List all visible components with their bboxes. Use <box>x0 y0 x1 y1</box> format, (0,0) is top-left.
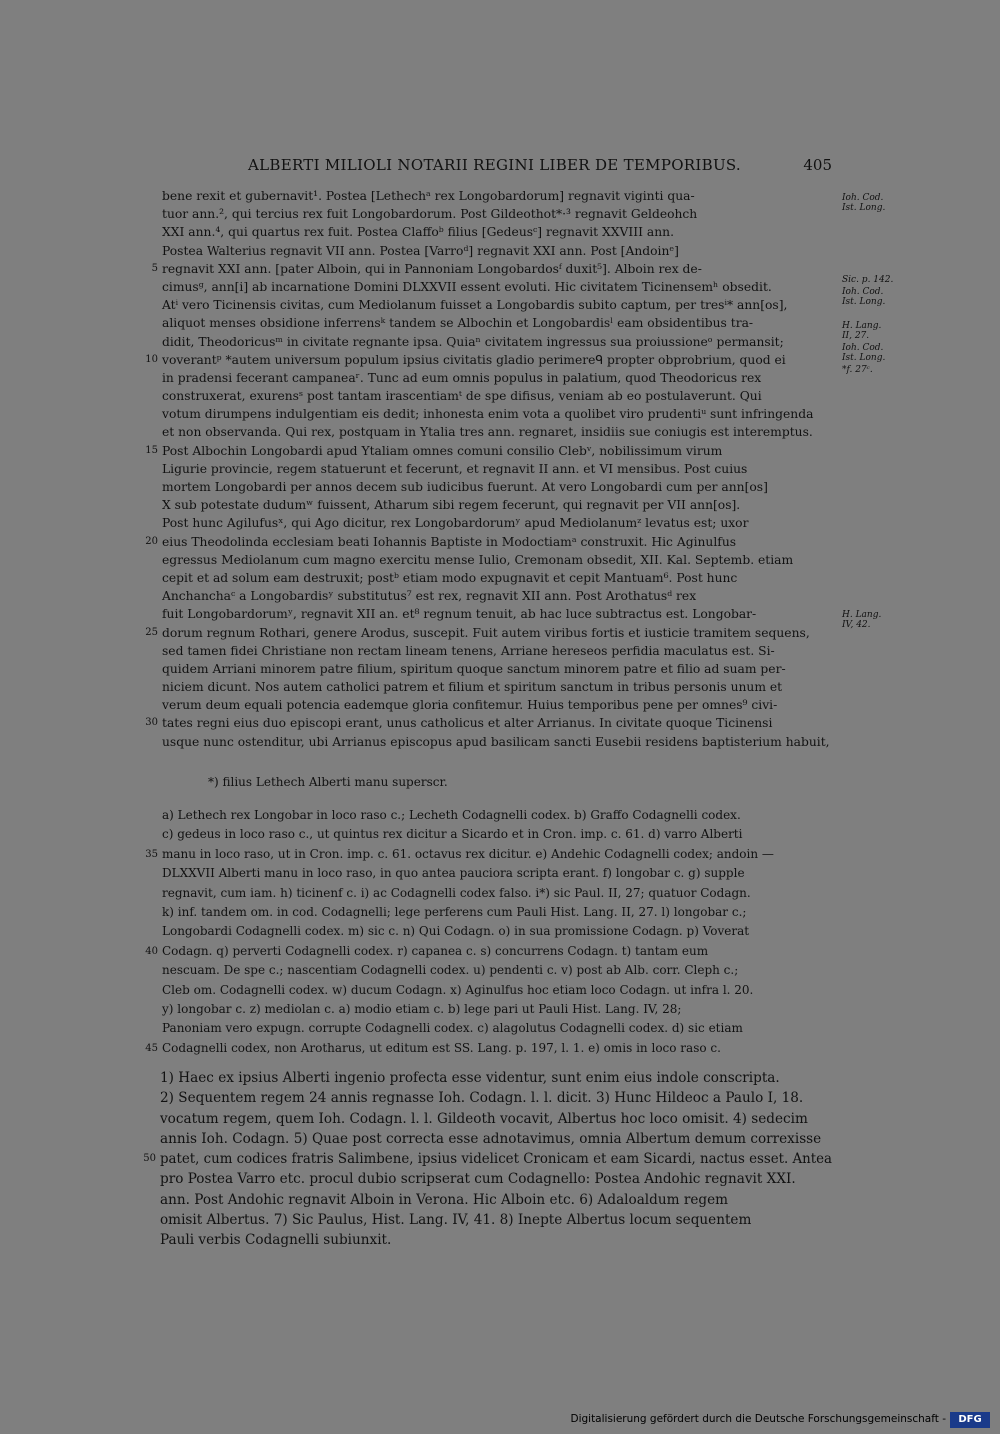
critical-apparatus <box>145 806 832 1058</box>
page-number: 405 <box>803 156 832 174</box>
line-number: 50 <box>143 1153 156 1165</box>
line-text: manu in loco raso, ut in Cron. imp. c. 61. octavus rex dicitur. e) Andehic Codagnelli codex; andoin — <box>162 846 774 861</box>
line-number: 25 <box>145 626 158 638</box>
text-line <box>162 369 832 387</box>
line-text: eius Theodolinda ecclesiam beati Iohannis Baptiste in Modoctiamᵃ construxit. Hic Aginulfus <box>162 534 737 549</box>
note-line <box>160 1109 832 1129</box>
margin-note: H. Lang. II, 27. <box>842 321 882 341</box>
line-text: aliquot menses obsidione inferrensᵏ tandem se Albochin et Longobardisˡ eam obsidentibus tra- <box>162 316 754 331</box>
apparatus-line <box>162 1019 832 1038</box>
apparatus-line <box>162 806 832 825</box>
page-header <box>160 156 832 178</box>
note-line <box>160 1088 832 1108</box>
line-text: regnavit, cum iam. h) ticinenf c. i) ac Codagnelli codex falso. i*) sic Paul. II, 27; quatuor Codagn. <box>162 885 751 900</box>
note-line <box>160 1190 832 1210</box>
line-text: cepit et ad solum eam destruxit; postᵇ etiam modo expugnavit et cepit Mantuam⁶. Post hunc <box>162 570 738 585</box>
apparatus-line <box>162 961 832 980</box>
text-line <box>162 296 832 314</box>
margin-note: Sic. p. 142. <box>842 275 894 285</box>
text-line <box>162 423 832 441</box>
text-line <box>162 551 832 569</box>
margin-note: Ioh. Cod. Ist. Long. <box>842 287 886 307</box>
line-text: Cleb om. Codagnelli codex. w) ducum Codagn. x) Aginulfus hoc etiam loco Codagn. ut infra l. 20. <box>162 982 754 997</box>
line-text: y) longobar c. z) mediolan c. a) modio etiam c. b) lege pari ut Pauli Hist. Lang. IV, 28; <box>162 1001 682 1016</box>
text-line <box>162 569 832 587</box>
line-text: 2) Sequentem regem 24 annis regnasse Ioh. Codagn. l. l. dicit. 3) Hunc Hildeoc a Paulo I, 18. <box>160 1090 804 1107</box>
text-line <box>162 696 832 714</box>
line-text: Post Albochin Longobardi apud Ytaliam omnes comuni consilio Clebᵛ, nobilissimum virum <box>162 443 723 458</box>
line-text: bene rexit et gubernavit¹. Postea [Lethechᵃ rex Longobardorum] regnavit viginti qua- <box>162 189 695 203</box>
line-text: Postea Walterius regnavit VII ann. Postea [Varroᵈ] regnavit XXI ann. Post [Andoinᵉ] <box>162 243 679 258</box>
line-text: verum deum equali potencia eademque gloria confitemur. Huius temporibus pene per omnes⁹ civi- <box>162 698 778 713</box>
line-text: dorum regnum Rothari, genere Arodus, suscepit. Fuit autem viribus fortis et iusticie tramitem sequens, <box>162 625 810 640</box>
line-text: mortem Longobardi per annos decem sub iudicibus fuerunt. At vero Longobardi cum per ann[os] <box>162 480 768 494</box>
text-line <box>162 733 832 751</box>
line-text: Longobardi Codagnelli codex. m) sic c. n) Qui Codagn. o) in sua promissione Codagn. p) Voverat <box>162 924 750 939</box>
text-line <box>162 314 832 332</box>
line-text: usque nunc ostenditur, ubi Arrianus episcopus apud basilicam sancti Eusebii residens baptisterium habuit, <box>162 734 830 749</box>
apparatus-line <box>162 1000 832 1019</box>
line-number: 35 <box>145 848 158 860</box>
line-text: et non observanda. Qui rex, postquam in Ytalia tres ann. regnaret, insidiis sue coniugis est interemptus. <box>162 425 813 440</box>
margin-note: Ioh. Cod. Ist. Long. <box>842 193 886 213</box>
line-text: XXI ann.⁴, qui quartus rex fuit. Postea Claffoᵇ filius [Gedeusᶜ] regnavit XXVIII ann. <box>162 225 674 240</box>
line-text: pro Postea Varro etc. procul dubio scripserat cum Codagnello: Postea Andohic regnavit XXI. <box>160 1171 796 1188</box>
line-text: fuit Longobardorumʸ, regnavit XII an. et⁸ regnum tenuit, ab hac luce subtractus est. Longobar- <box>162 607 757 622</box>
line-text: Pauli verbis Codagnelli subiunxit. <box>160 1232 392 1249</box>
line-number: 30 <box>145 717 158 729</box>
text-line <box>145 351 832 369</box>
apparatus-line <box>162 825 832 844</box>
line-text: k) inf. tandem om. in cod. Codagnelli; lege perferens cum Pauli Hist. Lang. II, 27. l) longobar c.; <box>162 904 747 919</box>
text-line <box>145 533 832 551</box>
line-text: nescuam. De spe c.; nascentiam Codagnelli codex. u) pendenti c. v) post ab Alb. corr. Cleph c.; <box>162 963 739 978</box>
text-line <box>162 660 832 678</box>
text-line <box>162 587 832 605</box>
note-line <box>160 1068 832 1088</box>
dfg-logo: DFG <box>950 1412 990 1428</box>
line-text: 1) Haec ex ipsius Alberti ingenio profecta esse videntur, sunt enim eius indole conscripta. <box>160 1070 780 1086</box>
running-head: ALBERTI MILIOLI NOTARII REGINI LIBER DE TEMPORIBUS. <box>248 156 741 174</box>
footnotes <box>143 1068 832 1251</box>
margin-note: *f. 27ᶜ. <box>842 365 873 375</box>
text-line <box>162 496 832 514</box>
line-text: patet, cum codices fratris Salimbene, ipsius videlicet Cronicam et eam Sicardi, nactus esset. Antea <box>160 1151 832 1168</box>
text-line <box>162 514 832 532</box>
apparatus-line <box>145 845 832 864</box>
note-line <box>160 1230 832 1250</box>
text-line <box>162 478 832 496</box>
line-text: DLXXVII Alberti manu in loco raso, in quo antea pauciora scripta erant. f) longobar c. g) supple <box>162 866 745 881</box>
footer <box>570 1412 992 1430</box>
line-text: votum dirumpens indulgentiam eis dedit; inhonesta enim vota a quolibet viro prudentiᵘ sunt infringenda <box>162 407 814 422</box>
text-line <box>162 387 832 405</box>
line-number: 40 <box>145 945 158 957</box>
line-text: sed tamen fidei Christiane non rectam lineam tenens, Arriane hereseos perfidia maculatus est. Si- <box>162 643 775 658</box>
margin-note: H. Lang. IV, 42. <box>842 610 882 630</box>
line-text: niciem dicunt. Nos autem catholici patrem et filium et spiritum sanctum in tribus personis unum et <box>162 680 783 695</box>
line-text: Panoniam vero expugn. corrupte Codagnelli codex. c) alagolutus Codagnelli codex. d) sic etiam <box>162 1021 743 1036</box>
apparatus-line <box>162 903 832 922</box>
line-text: quidem Arriani minorem patre filium, spiritum quoque sanctum minorem patre et filio ad suam per- <box>162 661 786 676</box>
apparatus-line <box>162 922 832 941</box>
margin-note: Ioh. Cod. Ist. Long. <box>842 343 886 363</box>
note-line <box>143 1149 832 1169</box>
text-line <box>162 678 832 696</box>
note-line <box>160 1169 832 1189</box>
line-text: tuor ann.², qui tercius rex fuit Longobardorum. Post Gildeothot*·³ regnavit Geldeohch <box>162 207 698 222</box>
footer-credit: Digitalisierung gefördert durch die Deutsche Forschungsgemeinschaft - <box>570 1413 946 1425</box>
line-text: Atⁱ vero Ticinensis civitas, cum Mediolanum fuisset a Longobardis subito captum, per tresⁱ* ann[os], <box>162 298 788 313</box>
line-text: egressus Mediolanum cum magno exercitu mense Iulio, Cremonam obsedit, XII. Kal. Septemb. etiam <box>162 552 794 567</box>
line-text: in pradensi fecerant campaneaʳ. Tunc ad eum omnis populus in palatium, quod Theodoricus rex <box>162 370 762 385</box>
line-text: regnavit XXI ann. [pater Alboin, qui in Pannoniam Longobardosᶠ duxit⁵]. Alboin rex de- <box>162 261 702 276</box>
line-text: Codagn. q) perverti Codagnelli codex. r) capanea c. s) concurrens Codagn. t) tantam eum <box>162 943 709 958</box>
text-line <box>151 260 832 278</box>
line-text: c) gedeus in loco raso c., ut quintus rex dicitur a Sicardo et in Cron. imp. c. 61. d) varro Alberti <box>162 827 743 842</box>
apparatus-line <box>162 884 832 903</box>
text-line <box>162 460 832 478</box>
text-line <box>162 333 832 351</box>
line-text: cimusᵍ, ann[i] ab incarnatione Domini DLXXVII essent evoluti. Hic civitatem Ticinensemʰ obsedit. <box>162 279 772 294</box>
text-line <box>162 405 832 423</box>
text-line <box>145 714 832 732</box>
text-line <box>145 624 832 642</box>
text-line <box>162 242 832 260</box>
apparatus-line <box>145 942 832 961</box>
line-text: construxerat, exurensˢ post tantam irascentiamᵗ de spe difisus, veniam ab eo postulaverunt. Qui <box>162 389 762 404</box>
text-line <box>162 187 832 205</box>
apparatus-line <box>145 1039 832 1058</box>
text-line <box>162 605 832 623</box>
line-number: 5 <box>151 262 158 274</box>
text-line <box>162 205 832 223</box>
line-text: annis Ioh. Codagn. 5) Quae post correcta esse adnotavimus, omnia Albertum demum correxisse <box>160 1130 822 1147</box>
line-number: 20 <box>145 535 158 547</box>
main-text <box>145 187 832 751</box>
line-text: didit, Theodoricusᵐ in civitate regnante ipsa. Quiaⁿ civitatem ingressus sua proiussioneᵒ permansit; <box>162 334 784 349</box>
line-text: vocatum regem, quem Ioh. Codagn. l. l. Gildeoth vocavit, Albertus hoc loco omisit. 4) sedecim <box>160 1110 808 1127</box>
line-number: 10 <box>145 353 158 365</box>
line-text: Anchanchaᶜ a Longobardisʸ substitutus⁷ est rex, regnavit XII ann. Post Arothatusᵈ rex <box>162 589 697 604</box>
line-number: 45 <box>145 1042 158 1054</box>
line-number: 15 <box>145 444 158 456</box>
note-line <box>160 1210 832 1230</box>
line-text: voverantᵖ *autem universum populum ipsius civitatis gladio perimereᑫ propter obprobrium, quod ei <box>162 352 786 367</box>
text-line <box>162 223 832 241</box>
line-text: ann. Post Andohic regnavit Alboin in Verona. Hic Alboin etc. 6) Adaloaldum regem <box>160 1191 729 1208</box>
note-line <box>160 1129 832 1149</box>
apparatus-line <box>162 864 832 883</box>
text-line <box>145 442 832 460</box>
star-note: *) filius Lethech Alberti manu superscr. <box>208 775 448 789</box>
text-line <box>162 642 832 660</box>
apparatus-line <box>162 981 832 1000</box>
line-text: a) Lethech rex Longobar in loco raso c.; Lecheth Codagnelli codex. b) Graffo Codagnelli codex. <box>162 808 741 822</box>
line-text: Post hunc Agilufusˣ, qui Ago dicitur, rex Longobardorumʸ apud Mediolanumᶻ levatus est; uxor <box>162 516 749 531</box>
text-line <box>162 278 832 296</box>
line-text: X sub potestate dudumʷ fuissent, Atharum sibi regem fecerunt, qui regnavit per VII ann[os]. <box>162 498 741 513</box>
line-text: tates regni eius duo episcopi erant, unus catholicus et alter Arrianus. In civitate quoque Ticinensi <box>162 716 773 731</box>
line-text: Ligurie provincie, regem statuerunt et fecerunt, et regnavit II ann. et VI mensibus. Post cuius <box>162 461 748 476</box>
line-text: omisit Albertus. 7) Sic Paulus, Hist. Lang. IV, 41. 8) Inepte Albertus locum sequentem <box>160 1212 752 1229</box>
line-text: Codagnelli codex, non Arotharus, ut editum est SS. Lang. p. 197, l. 1. e) omis in loco raso c. <box>162 1040 721 1055</box>
